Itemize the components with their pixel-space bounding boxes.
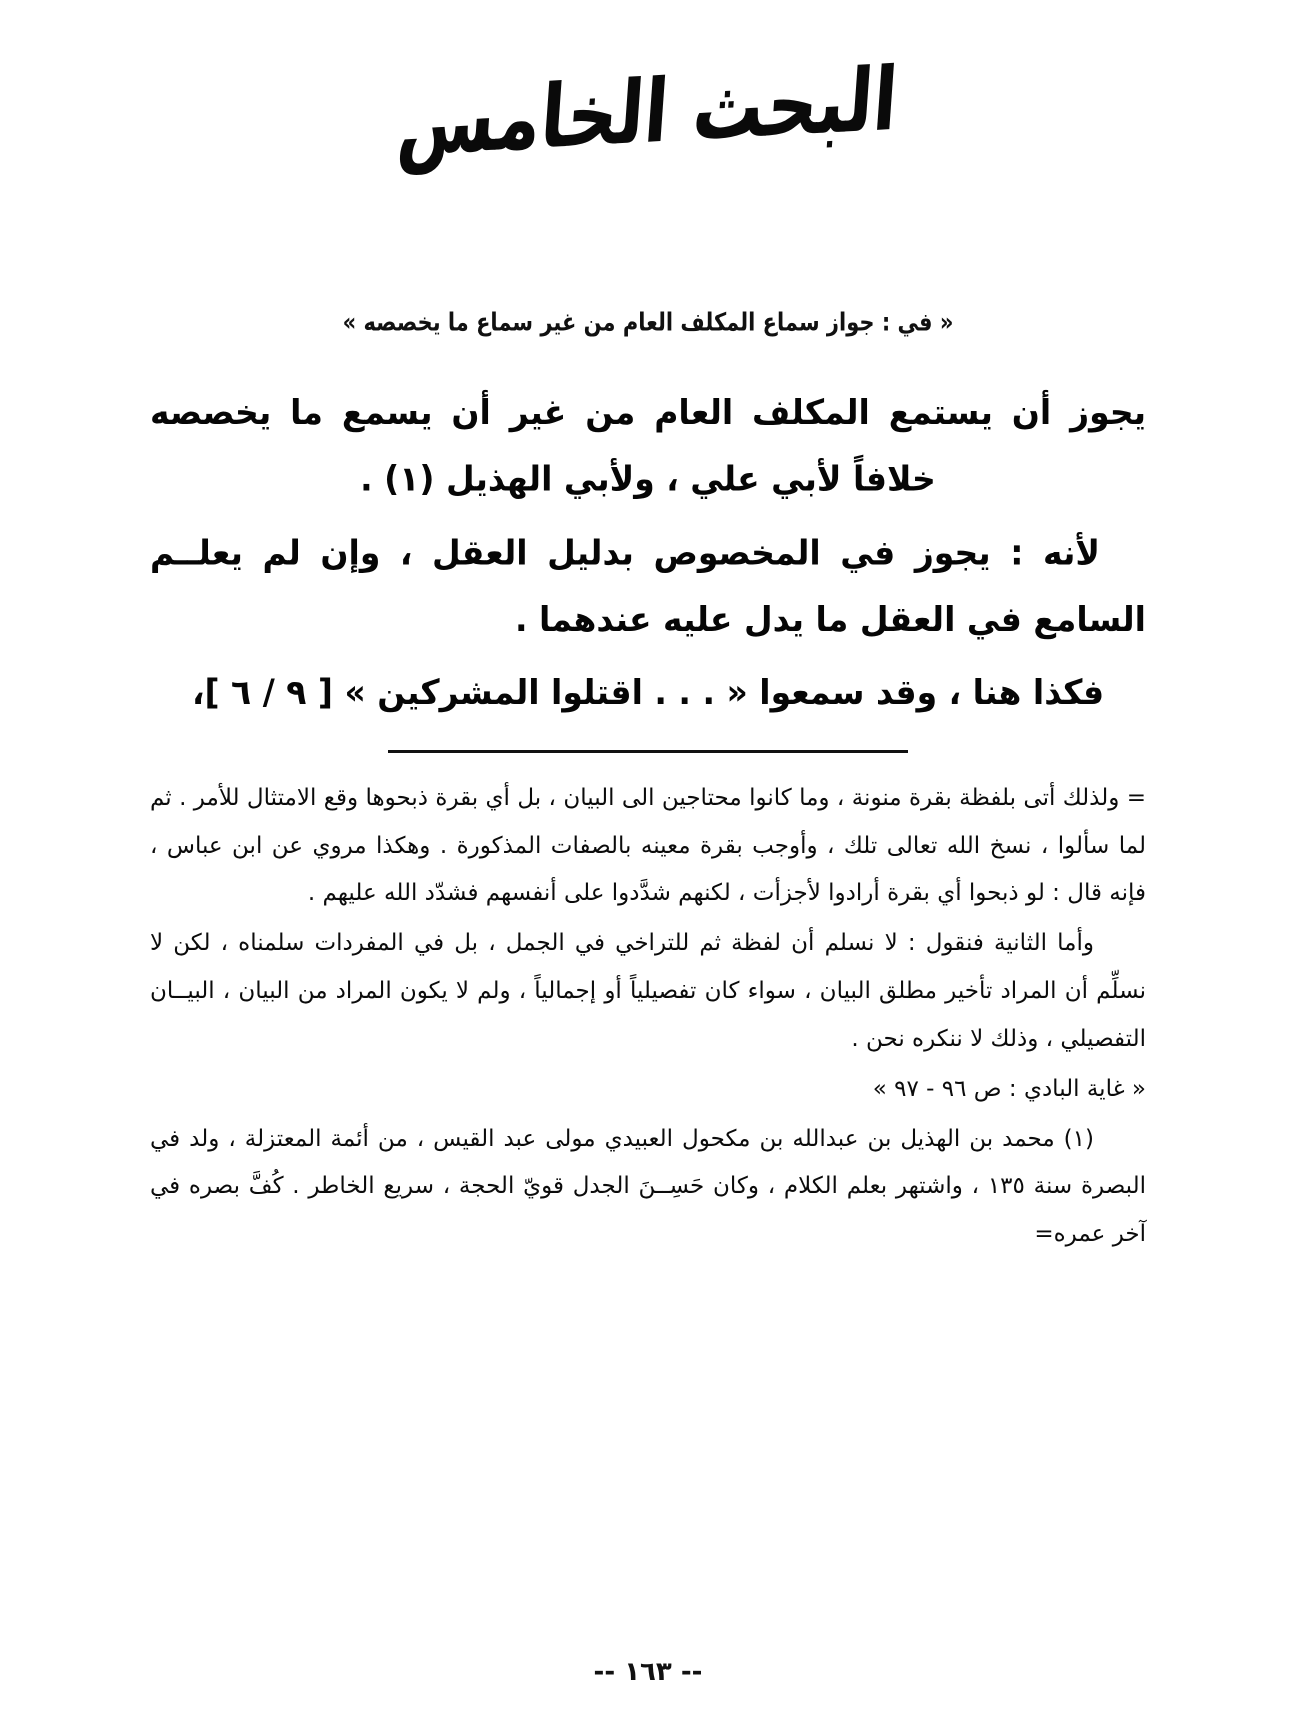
footnote-second-paragraph: وأما الثانية فنقول : لا نسلم أن لفظة ثم للتراخي في الجمل ، بل في المفردات سلمناه ، لكن لا نسلِّم أن المراد تأخير مطلق البيان ، سواء كان تفصيلياً أو إجمالياً ، ولم لا يكون المراد من البيان ، البيــان التفصيلي ، وذلك لا ننكره نحن . (150, 930, 1146, 1052)
body-paragraph-2: لأنه : يجوز في المخصوص بدليل العقل ، وإن لم يعلــم السامع في العقل ما يدل عليه عندهما . (150, 531, 1146, 640)
main-body (150, 379, 1146, 726)
page-number: -- ١٦٣ -- (593, 1657, 703, 1687)
chapter-title-block (150, 47, 1146, 224)
footnote-source-reference: « غاية البادي : ص ٩٦ - ٩٧ » (872, 1075, 1146, 1102)
chapter-subject-line: « في : جواز سماع المكلف العام من غير سماع ما يخصصه » (342, 307, 954, 337)
body-paragraph-1: يجوز أن يستمع المكلف العام من غير أن يسمع ما يخصصه خلافاً لأبي علي ، ولأبي الهذيل (١) . (150, 391, 1146, 500)
chapter-title: البحث الخامس (394, 47, 902, 177)
footnote-separator-rule (388, 750, 908, 753)
footnote-marker-1: (١) محمد بن الهذيل بن عبدالله بن مكحول العبيدي مولى عبد القيس ، من أئمة المعتزلة ، ولد في البصرة سنة ١٣٥ ، واشتهر بعلم الكلام ، وكان حَسِــنَ الجدل قويّ الحجة ، سريع الخاطر . كُفَّ بصره في آخر عمره= (150, 1125, 1146, 1248)
footnote-block (150, 775, 1146, 1259)
body-paragraph-3: فكذا هنا ، وقد سمعوا « . . . اقتلوا المشركين » [ ٩ / ٦ ]، (191, 671, 1105, 713)
footnote-continuation: = ولذلك أتى بلفظة بقرة منونة ، وما كانوا محتاجين الى البيان ، بل أي بقرة ذبحوها وقع الامتثال للأمر . ثم لما سألوا ، نسخ الله تعالى تلك ، وأوجب بقرة معينه بالصفات المذكورة . وهكذا مروي عن ابن عباس ، فإنه قال : لو ذبحوا أي بقرة أرادوا لأجزأت ، لكنهم شدَّدوا على أنفسهم فشدّد الله عليهم . (150, 784, 1146, 907)
